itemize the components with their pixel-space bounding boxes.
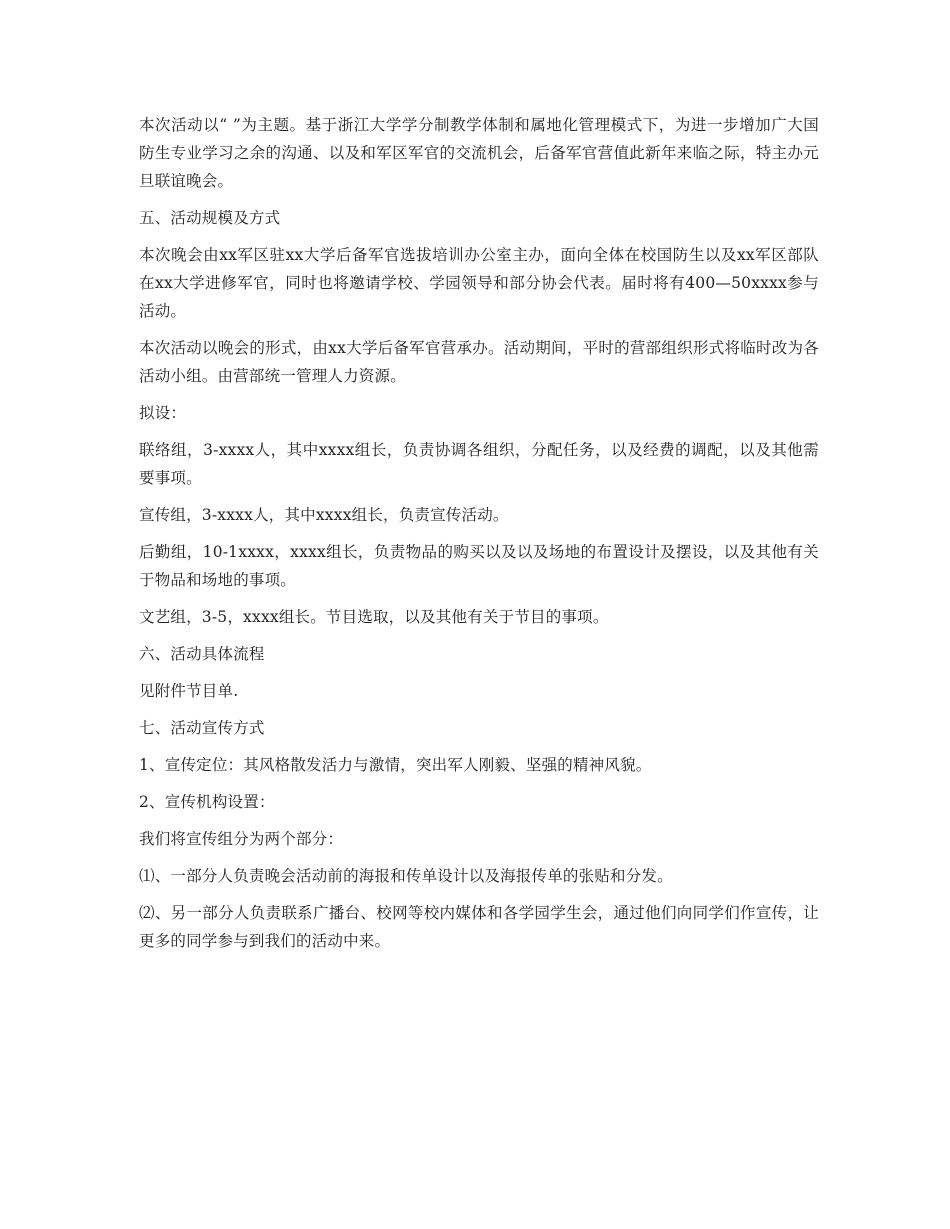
paragraph-part-one: ⑴、一部分人负责晚会活动前的海报和传单设计以及海报传单的张贴和分发。 [139, 867, 673, 885]
paragraph-publicity-structure: 2、宣传机构设置： [139, 793, 275, 811]
paragraph-two-parts: 我们将宣传组分为两个部分： [139, 830, 344, 848]
paragraph-liaison-group: 联络组，3-xxxx人，其中xxxx组长，负责协调各组织，分配任务，以及经费的调配，以及其他需要事项。 [139, 441, 819, 487]
paragraph-part-two: ⑵、另一部分人负责联系广播台、校网等校内媒体和各学园学生会，通过他们向同学们作宣传，让更多的同学参与到我们的活动中来。 [139, 904, 819, 950]
document-body [139, 111, 819, 964]
heading-scale-and-method: 五、活动规模及方式 [139, 209, 281, 227]
paragraph-see-attachment: 见附件节目单. [139, 682, 239, 700]
heading-publicity-method: 七、活动宣传方式 [139, 719, 265, 737]
paragraph-logistics-group: 后勤组，10-1xxxx，xxxx组长，负责物品的购买以及以及场地的布置设计及摆设，以及其他有关于物品和场地的事项。 [139, 543, 819, 589]
paragraph-theme: 本次活动以“ ”为主题。基于浙江大学学分制教学体制和属地化管理模式下，为进一步增加广大国防生专业学习之余的沟通、以及和军区军官的交流机会，后备军官营值此新年来临之际，特主办元旦联谊晚会。 [139, 116, 820, 190]
heading-activity-process: 六、活动具体流程 [139, 645, 265, 663]
paragraph-organizer: 本次晚会由xx军区驻xx大学后备军官选拔培训办公室主办，面向全体在校国防生以及xx军区部队在xx大学进修军官，同时也将邀请学校、学园领导和部分协会代表。届时将有400—50xxxx参与活动。 [139, 246, 819, 320]
paragraph-publicity-group: 宣传组，3-xxxx人，其中xxxx组长，负责宣传活动。 [139, 506, 509, 524]
paragraph-proposed: 拟设： [139, 404, 187, 422]
paragraph-arts-group: 文艺组，3-5，xxxx组长。节目选取，以及其他有关于节目的事项。 [139, 608, 609, 626]
paragraph-publicity-positioning: 1、宣传定位：其风格散发活力与激情，突出军人刚毅、坚强的精神风貌。 [139, 756, 652, 774]
paragraph-format: 本次活动以晚会的形式，由xx大学后备军官营承办。活动期间，平时的营部组织形式将临时改为各活动小组。由营部统一管理人力资源。 [139, 339, 819, 385]
